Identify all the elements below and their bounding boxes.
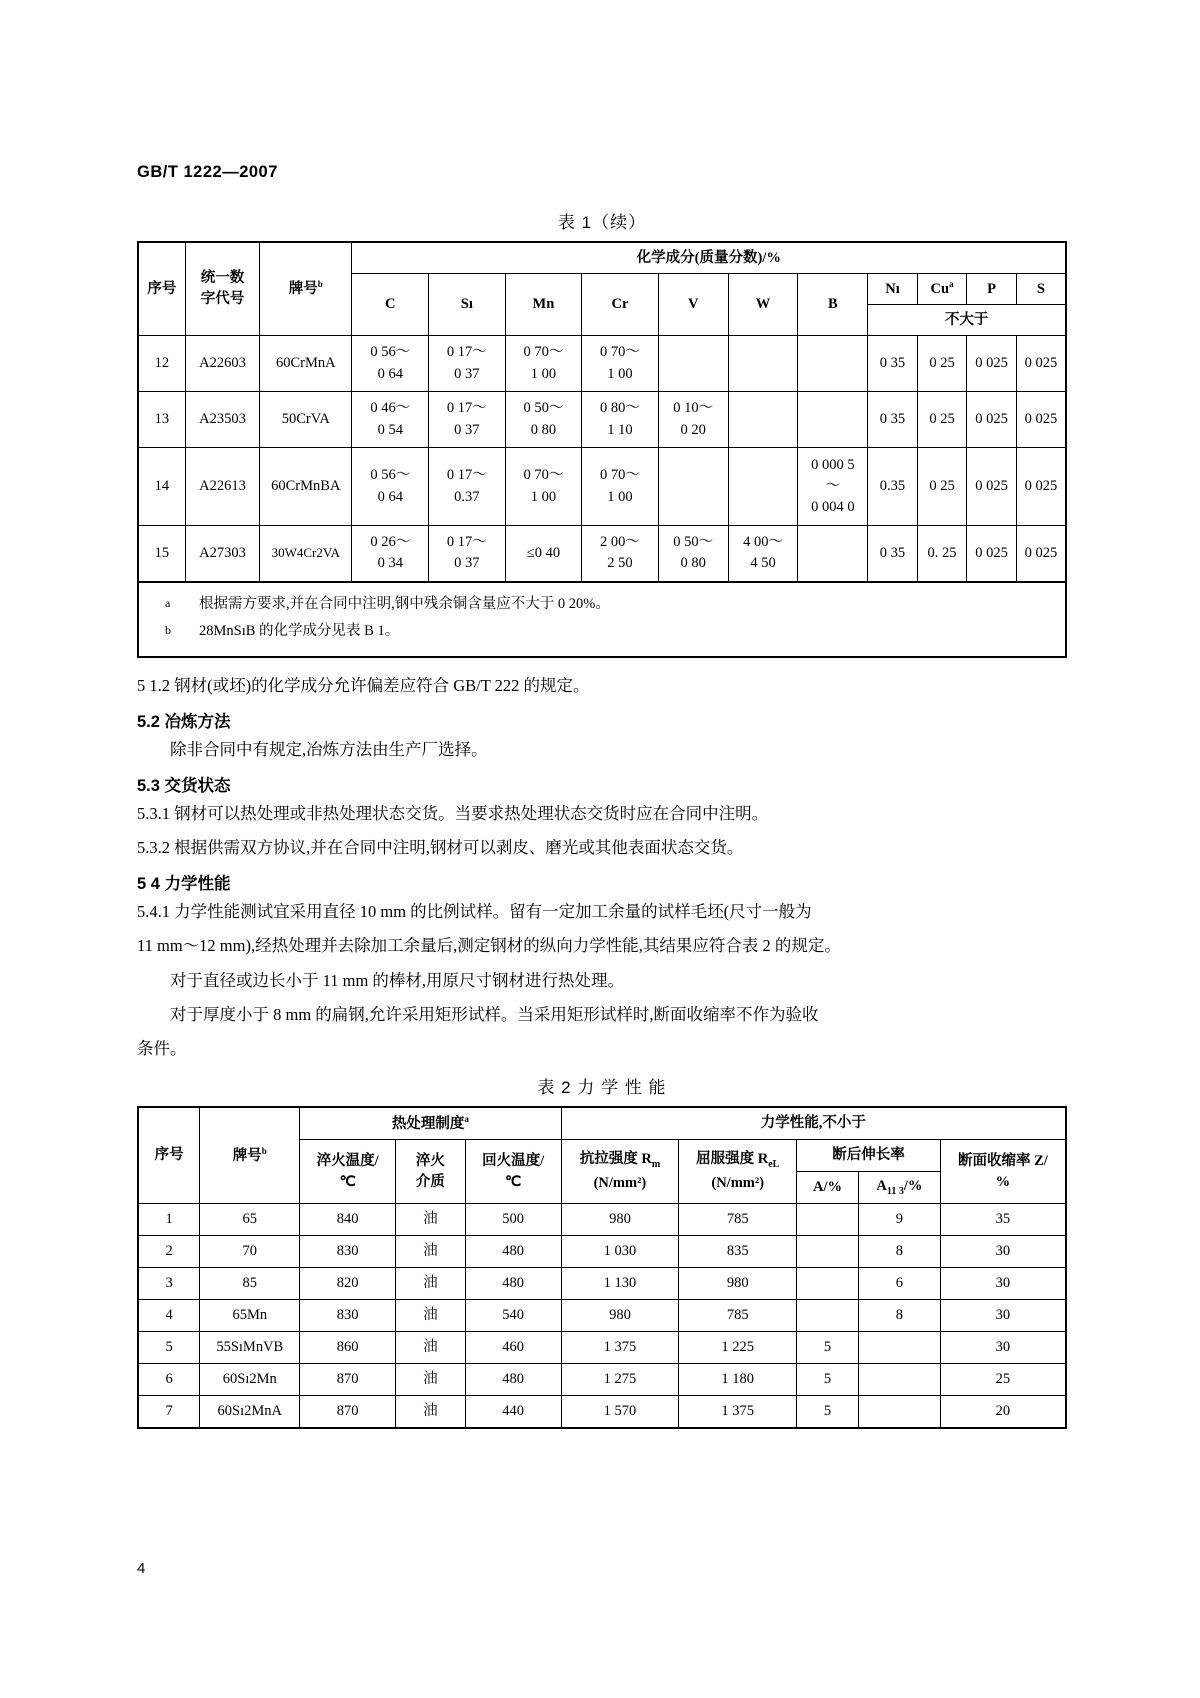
cell-Mn-min: 0 70～	[523, 344, 564, 361]
table-row	[138, 1236, 1066, 1268]
cell-elong-a113	[859, 1332, 941, 1364]
cell-quench-temp: 820	[300, 1268, 396, 1300]
cell-B-mid: ～	[825, 477, 841, 494]
cell-S: 0 025	[1016, 392, 1066, 448]
th2-seq: 序号	[138, 1107, 200, 1204]
cell-elong-a113: 9	[859, 1204, 941, 1236]
clause-5-4-1-line3: 对于直径或边长小于 11 mm 的棒材,用原尺寸钢材进行热处理。	[170, 970, 625, 990]
cell-code: A27303	[185, 526, 259, 582]
cell-Cr-min: 0 70～	[600, 467, 640, 484]
cell-elong-a113: 8	[859, 1300, 941, 1332]
cell-Ni: 0 35	[868, 392, 918, 448]
cell-reduction: 30	[940, 1268, 1066, 1300]
cell-Mn	[505, 448, 582, 526]
cell-Mn-max: 1 00	[530, 365, 557, 382]
cell-medium: 油	[395, 1364, 465, 1396]
th-Mn: Mn	[505, 274, 582, 336]
cell-seq: 4	[138, 1300, 200, 1332]
th2-tensile-unit: (N/mm²)	[593, 1174, 647, 1191]
table-row	[138, 336, 1066, 392]
th2-elong-a113	[859, 1172, 941, 1204]
table-row	[138, 1332, 1066, 1364]
cell-Si	[429, 526, 506, 582]
cell-Mn-max: 1 00	[530, 488, 557, 505]
footnote-a	[165, 591, 1055, 619]
cell-tensile: 1 030	[561, 1236, 679, 1268]
clause-5-3-2: 5.3.2 根据供需双方协议,并在合同中注明,钢材可以剥皮、磨光或其他表面状态交货。	[137, 838, 744, 858]
cell-tensile: 1 130	[561, 1268, 679, 1300]
cell-S: 0 025	[1016, 526, 1066, 582]
cell-elong-a: 5	[797, 1364, 859, 1396]
cell-Cr	[582, 526, 659, 582]
cell-P: 0 025	[967, 526, 1017, 582]
th2-quench-temp-unit: ℃	[339, 1173, 356, 1190]
table-mechanical-properties	[137, 1106, 1067, 1429]
cell-elong-a	[797, 1268, 859, 1300]
page-header-standard-code: GB/T 1222—2007	[137, 163, 278, 181]
cell-P: 0 025	[967, 448, 1017, 526]
cell-V-max: 0 80	[680, 555, 706, 572]
cell-C-max: 0 64	[377, 488, 403, 505]
th2-grade-label: 牌号	[232, 1147, 262, 1164]
cell-yield: 1 375	[679, 1396, 797, 1429]
cell-Si-min: 0 17～	[446, 467, 487, 484]
cell-elong-a113: 6	[859, 1268, 941, 1300]
th2-elong-a113-unit: /%	[903, 1177, 923, 1194]
cell-Cr-max: 2 50	[607, 555, 633, 572]
cell-Cu: 0 25	[917, 448, 967, 526]
cell-yield: 980	[679, 1268, 797, 1300]
table1-caption: 表 1（续）	[557, 213, 647, 232]
th2-tensile-sub: m	[651, 1159, 661, 1171]
cell-B	[798, 336, 868, 392]
cell-V-min: 0 50～	[673, 534, 714, 551]
cell-Si-max: 0 37	[454, 555, 480, 572]
cell-Ni: 0.35	[868, 448, 918, 526]
cell-medium: 油	[395, 1332, 465, 1364]
cell-temper-temp: 540	[465, 1300, 561, 1332]
cell-tensile: 1 375	[561, 1332, 679, 1364]
cell-P: 0 025	[967, 392, 1017, 448]
th-S: S	[1016, 274, 1066, 305]
cell-elong-a113: 8	[859, 1236, 941, 1268]
th2-quench-medium	[395, 1140, 465, 1204]
cell-B	[798, 448, 868, 526]
th2-grade	[200, 1107, 300, 1204]
cell-yield: 785	[679, 1204, 797, 1236]
th-seq: 序号	[138, 242, 185, 336]
cell-S: 0 025	[1016, 336, 1066, 392]
footnote-b	[165, 618, 1055, 646]
th-W: W	[728, 274, 798, 336]
cell-seq: 1	[138, 1204, 200, 1236]
cell-grade: 70	[200, 1236, 300, 1268]
cell-grade: 65Mn	[200, 1300, 300, 1332]
cell-C-max: 0 54	[377, 421, 403, 438]
th2-tensile-text: 抗拉强度 R	[579, 1151, 652, 1168]
cell-reduction: 35	[940, 1204, 1066, 1236]
th2-quench-temp	[300, 1140, 396, 1204]
cell-C	[352, 336, 429, 392]
cell-Si-max: 0.37	[454, 488, 480, 505]
page-number: 4	[137, 1560, 146, 1577]
table-row	[138, 1268, 1066, 1300]
th2-yield-text: 屈服强度 R	[696, 1151, 769, 1168]
cell-code: A22613	[185, 448, 259, 526]
th2-reduction	[940, 1140, 1066, 1204]
cell-Mn-min: 0 70～	[523, 467, 564, 484]
cell-temper-temp: 460	[465, 1332, 561, 1364]
cell-quench-temp: 830	[300, 1236, 396, 1268]
body-text-block	[137, 670, 1067, 1066]
cell-W	[728, 336, 798, 392]
clause-5-1-2: 5 1.2 钢材(或坯)的化学成分允许偏差应符合 GB/T 222 的规定。	[137, 675, 590, 695]
table-row	[138, 1396, 1066, 1429]
cell-seq: 2	[138, 1236, 200, 1268]
cell-tensile: 980	[561, 1204, 679, 1236]
cell-Si	[429, 448, 506, 526]
cell-yield: 835	[679, 1236, 797, 1268]
cell-grade: 30W4Cr2VA	[260, 526, 352, 582]
table1-header-row-1	[138, 242, 1066, 274]
th2-quench-temp-label: 淬火温度/	[316, 1152, 379, 1169]
th-unified-code: 统一数 字代号	[185, 242, 259, 336]
cell-Cr-max: 1 10	[607, 421, 633, 438]
cell-V-min: 0 10～	[673, 400, 714, 417]
cell-Cu: 0 25	[917, 336, 967, 392]
cell-quench-temp: 830	[300, 1300, 396, 1332]
cell-C-min: 0 26～	[370, 534, 411, 551]
cell-C-min: 0 56～	[370, 344, 411, 361]
th-P: P	[967, 274, 1017, 305]
cell-W	[728, 392, 798, 448]
th2-elong-a113-text: A	[876, 1177, 887, 1194]
cell-code: A23503	[185, 392, 259, 448]
cell-medium: 油	[395, 1236, 465, 1268]
cell-grade: 60Sı2Mn	[200, 1364, 300, 1396]
clause-5-4-1-line2: 11 mm～12 mm),经热处理并去除加工余量后,测定钢材的纵向力学性能,其结果应符合表 2 的规定。	[137, 936, 841, 956]
th2-heat-group-sup: a	[464, 1113, 469, 1124]
cell-V-max: 0 20	[680, 421, 706, 438]
cell-Cr-max: 1 00	[607, 488, 633, 505]
table-chemical-composition	[137, 241, 1067, 583]
cell-V	[658, 526, 728, 582]
cell-Cr	[582, 392, 659, 448]
th2-tensile-label	[564, 1149, 677, 1172]
footnote-b-text: 28MnSıB 的化学成分见表 B 1。	[199, 623, 400, 640]
cell-grade: 65	[200, 1204, 300, 1236]
cell-Si-max: 0 37	[454, 421, 480, 438]
cell-C	[352, 392, 429, 448]
cell-grade: 50CrVA	[260, 392, 352, 448]
cell-seq: 3	[138, 1268, 200, 1300]
table2-caption: 表 2 力 学 性 能	[537, 1078, 667, 1098]
cell-Si-min: 0 17～	[446, 534, 487, 551]
cell-P: 0 025	[967, 336, 1017, 392]
th2-yield-label	[681, 1149, 794, 1172]
th2-tensile	[561, 1140, 679, 1204]
cell-C-min: 0 46～	[370, 400, 411, 417]
th2-temper-temp-unit: ℃	[505, 1173, 522, 1190]
cell-Cr	[582, 336, 659, 392]
th-Cu	[917, 274, 967, 305]
cell-medium: 油	[395, 1396, 465, 1429]
cell-Cr-min: 2 00～	[600, 534, 640, 551]
cell-B-max: 0 004 0	[811, 499, 855, 515]
cell-B	[798, 526, 868, 582]
cell-Si-max: 0 37	[454, 365, 480, 382]
th2-reduction-unit: %	[995, 1173, 1011, 1190]
cell-seq: 13	[138, 392, 185, 448]
cell-elong-a	[797, 1236, 859, 1268]
cell-Si	[429, 336, 506, 392]
cell-temper-temp: 480	[465, 1364, 561, 1396]
cell-seq: 7	[138, 1396, 200, 1429]
cell-grade: 85	[200, 1268, 300, 1300]
cell-tensile: 1 275	[561, 1364, 679, 1396]
table-row	[138, 526, 1066, 582]
cell-V	[658, 336, 728, 392]
cell-C-max: 0 64	[377, 365, 403, 382]
cell-quench-temp: 840	[300, 1204, 396, 1236]
th-Cr: Cr	[582, 274, 659, 336]
cell-Ni: 0 35	[868, 336, 918, 392]
th2-yield-sub: eL	[768, 1159, 780, 1171]
footnote-a-text: 根据需方要求,并在合同中注明,钢中残余铜含量应不大于 0 20%。	[199, 595, 610, 612]
cell-Cu: 0. 25	[917, 526, 967, 582]
clause-5-3-title: 5.3 交货状态	[137, 776, 231, 795]
cell-quench-temp: 870	[300, 1396, 396, 1429]
cell-grade: 55SıMnVB	[200, 1332, 300, 1364]
clause-5-4-1-line1: 5.4.1 力学性能测试宜采用直径 10 mm 的比例试样。留有一定加工余量的试样毛坯(尺寸一般为	[137, 902, 812, 922]
cell-reduction: 30	[940, 1332, 1066, 1364]
th2-yield-unit: (N/mm²)	[711, 1174, 765, 1191]
th-Si: Sı	[429, 274, 506, 336]
th2-heat-group	[300, 1107, 561, 1140]
cell-Cr-min: 0 70～	[600, 344, 640, 361]
cell-elong-a113	[859, 1364, 941, 1396]
th-grade	[260, 242, 352, 336]
th2-elong-group: 断后伸长率	[797, 1140, 941, 1172]
cell-reduction: 30	[940, 1236, 1066, 1268]
cell-C-min: 0 56～	[370, 467, 411, 484]
cell-B	[798, 392, 868, 448]
cell-reduction: 20	[940, 1396, 1066, 1429]
cell-elong-a	[797, 1300, 859, 1332]
cell-quench-temp: 870	[300, 1364, 396, 1396]
cell-W-min: 4 00～	[743, 534, 783, 551]
cell-C	[352, 526, 429, 582]
page-content	[137, 200, 1067, 1429]
cell-Cr	[582, 448, 659, 526]
th-limit-note: 不大于	[868, 305, 1066, 336]
cell-seq: 15	[138, 526, 185, 582]
cell-medium: 油	[395, 1300, 465, 1332]
th2-temper-temp-label: 回火温度/	[482, 1152, 545, 1169]
th2-elong-a: A/%	[797, 1172, 859, 1204]
cell-yield: 785	[679, 1300, 797, 1332]
clause-5-3-1: 5.3.1 钢材可以热处理或非热处理状态交货。当要求热处理状态交货时应在合同中注明。	[137, 803, 769, 823]
cell-medium: 油	[395, 1268, 465, 1300]
cell-S: 0 025	[1016, 448, 1066, 526]
cell-elong-a	[797, 1204, 859, 1236]
cell-Si-min: 0 17～	[446, 400, 487, 417]
cell-quench-temp: 860	[300, 1332, 396, 1364]
cell-W-max: 4 50	[750, 555, 776, 572]
cell-yield: 1 180	[679, 1364, 797, 1396]
cell-Mn	[505, 526, 582, 582]
cell-W	[728, 448, 798, 526]
cell-V	[658, 392, 728, 448]
th-grade-label: 牌号	[288, 281, 318, 298]
cell-reduction: 30	[940, 1300, 1066, 1332]
th2-quench-medium-l2: 介质	[415, 1173, 445, 1190]
cell-yield: 1 225	[679, 1332, 797, 1364]
cell-code: A22603	[185, 336, 259, 392]
th-C: C	[352, 274, 429, 336]
cell-seq: 5	[138, 1332, 200, 1364]
cell-temper-temp: 480	[465, 1236, 561, 1268]
table-row	[138, 1300, 1066, 1332]
cell-Mn-max: 0 80	[530, 421, 557, 438]
cell-Si	[429, 392, 506, 448]
clause-5-4-1-line4: 对于厚度小于 8 mm 的扁钢,允许采用矩形试样。当采用矩形试样时,断面收缩率不作为验收	[170, 1004, 819, 1024]
th2-elong-a113-sub: 11 3	[886, 1185, 904, 1197]
cell-elong-a: 5	[797, 1332, 859, 1364]
th-grade-sup: b	[317, 279, 323, 290]
th2-grade-sup: b	[261, 1145, 267, 1156]
cell-grade: 60CrMnA	[260, 336, 352, 392]
cell-seq: 14	[138, 448, 185, 526]
cell-Ni: 0 35	[868, 526, 918, 582]
th-V: V	[658, 274, 728, 336]
footnote-b-mark: b	[165, 623, 171, 638]
cell-tensile: 1 570	[561, 1396, 679, 1429]
table2-header-row-1	[138, 1107, 1066, 1140]
cell-elong-a113	[859, 1396, 941, 1429]
cell-Mn-min: 0 50～	[523, 400, 564, 417]
th-Ni: Nı	[868, 274, 918, 305]
cell-B-min: 0 000 5	[811, 456, 855, 473]
cell-Mn	[505, 336, 582, 392]
cell-Cu: 0 25	[917, 392, 967, 448]
table-row	[138, 1204, 1066, 1236]
cell-elong-a: 5	[797, 1396, 859, 1429]
th-chem-group: 化学成分(质量分数)/%	[352, 242, 1066, 274]
cell-C	[352, 448, 429, 526]
clause-5-4-1-line5: 条件。	[137, 1038, 187, 1058]
cell-reduction: 25	[940, 1364, 1066, 1396]
clause-5-4-title: 5 4 力学性能	[137, 875, 231, 894]
clause-5-2-title: 5.2 冶炼方法	[137, 712, 231, 731]
cell-temper-temp: 500	[465, 1204, 561, 1236]
cell-temper-temp: 480	[465, 1268, 561, 1300]
th-Cu-sup: a	[949, 279, 954, 290]
th2-mech-group: 力学性能,不小于	[561, 1107, 1066, 1140]
cell-Mn	[505, 392, 582, 448]
cell-temper-temp: 440	[465, 1396, 561, 1429]
cell-C-max: 0 34	[377, 555, 403, 572]
cell-Cr-min: 0 80～	[600, 400, 640, 417]
cell-seq: 6	[138, 1364, 200, 1396]
th2-yield	[679, 1140, 797, 1204]
th2-heat-group-label: 热处理制度	[391, 1115, 465, 1132]
cell-V	[658, 448, 728, 526]
cell-Mn-limit: ≤0 40	[526, 544, 561, 561]
th-Cu-label: Cu	[930, 281, 950, 298]
th2-temper-temp	[465, 1140, 561, 1204]
table1-footnotes	[137, 583, 1067, 658]
th2-quench-medium-l1: 淬火	[415, 1152, 445, 1169]
footnote-a-mark: a	[165, 595, 171, 610]
cell-tensile: 980	[561, 1300, 679, 1332]
cell-seq: 12	[138, 336, 185, 392]
cell-Si-min: 0 17～	[446, 344, 487, 361]
th-B: B	[798, 274, 868, 336]
table-row	[138, 392, 1066, 448]
table-row	[138, 448, 1066, 526]
cell-grade: 60CrMnBA	[260, 448, 352, 526]
cell-medium: 油	[395, 1204, 465, 1236]
th2-reduction-label: 断面收缩率 Z/	[957, 1152, 1048, 1169]
cell-Cr-max: 1 00	[607, 365, 633, 382]
clause-5-2-text: 除非合同中有规定,冶炼方法由生产厂选择。	[170, 739, 488, 759]
table-row	[138, 1364, 1066, 1396]
cell-grade: 60Sı2MnA	[200, 1396, 300, 1429]
cell-W	[728, 526, 798, 582]
